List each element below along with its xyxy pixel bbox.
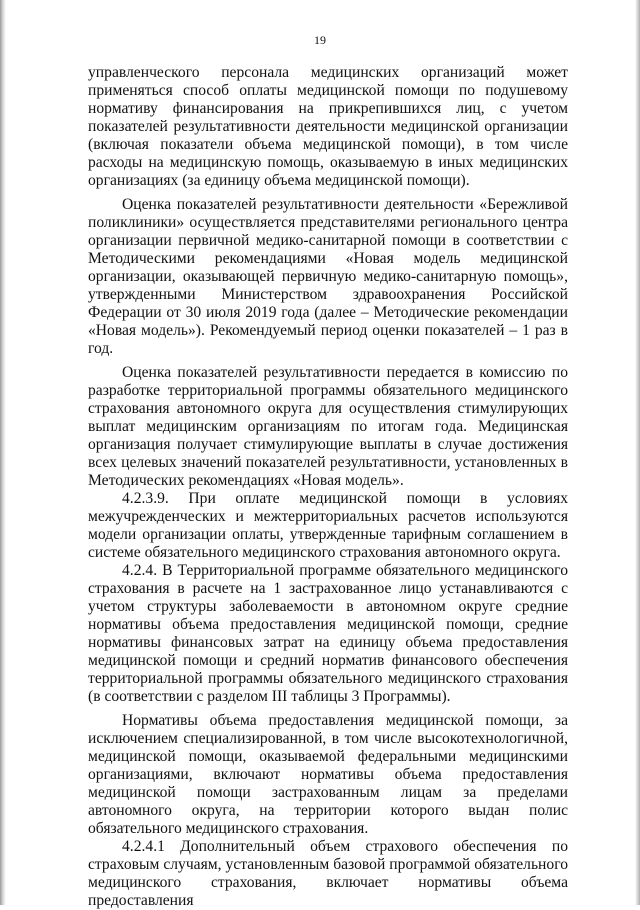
document-body bbox=[88, 64, 568, 910]
scan-edge-right bbox=[635, 0, 640, 905]
page-number: 19 bbox=[314, 33, 326, 47]
paragraph-continuation: управленческого персонала медицинских организаций может применяться способ оплаты медицинской помощи по подушевому нормативу финансирования на прикрепившихся лиц, с учетом показателей результативности деятельности медицинской организации (включая показатели объема медицинской помощи), в том числе расходы на медицинскую помощь, оказываемую в иных медицинских организациях (за единицу объема медицинской помощи). bbox=[88, 64, 568, 189]
paragraph-volume-norms: Нормативы объема предоставления медицинской помощи, за исключением специализированной, в том числе высокотехнологичной, медицинской помощи, оказываемой федеральными медицинскими организациями, включают нормативы объема предоставления медицинской помощи застрахованным лицам за пределами автономного округа, на территории которого выдан полис обязательного медицинского страхования. bbox=[88, 712, 568, 837]
paragraph-4-2-4-1: 4.2.4.1 Дополнительный объем страхового обеспечения по страховым случаям, установленным базовой программой обязательного медицинского страхования, включает нормативы объема предоставления bbox=[88, 838, 568, 909]
paragraph-assessment-transfer: Оценка показателей результативности передается в комиссию по разработке территориальной программы обязательного медицинского страхования автономного округа для осуществления стимулирующих выплат медицинским организациям по итогам года. Медицинская организация получает стимулирующие выплаты в случае достижения всех целевых значений показателей результативности, установленных в Методических рекомендациях «Новая модель». bbox=[88, 364, 568, 489]
paragraph-4-2-4: 4.2.4. В Территориальной программе обязательного медицинского страхования в расчете на 1 застрахованное лицо устанавливаются с учетом структуры заболеваемости в автономном округе средние нормативы объема предоставления медицинской помощи, средние нормативы финансовых затрат на единицу объема предоставления медицинской помощи и средний норматив финансового обеспечения территориальной программы обязательного медицинского страхования (в соответствии с разделом III таблицы 3 Программы). bbox=[88, 562, 568, 705]
paragraph-lean-clinic-assessment: Оценка показателей результативности деятельности «Бережливой поликлиники» осуществляется представителями регионального центра организации первичной медико-санитарной помощи в соответствии с Методическими рекомендациями «Новая модель медицинской организации, оказывающей первичную медико-санитарную помощь», утвержденными Министерством здравоохранения Российской Федерации от 30 июля 2019 года (далее – Методические рекомендации «Новая модель»). Рекомендуемый период оценки показателей – 1 раз в год. bbox=[88, 196, 568, 357]
paragraph-4-2-3-9: 4.2.3.9. При оплате медицинской помощи в условиях межучрежденческих и межтерриториальных расчетов используются модели организации оплаты, утвержденные тарифным соглашением в системе обязательного медицинского страхования автономного округа. bbox=[88, 490, 568, 561]
scan-edge-left bbox=[0, 0, 6, 905]
